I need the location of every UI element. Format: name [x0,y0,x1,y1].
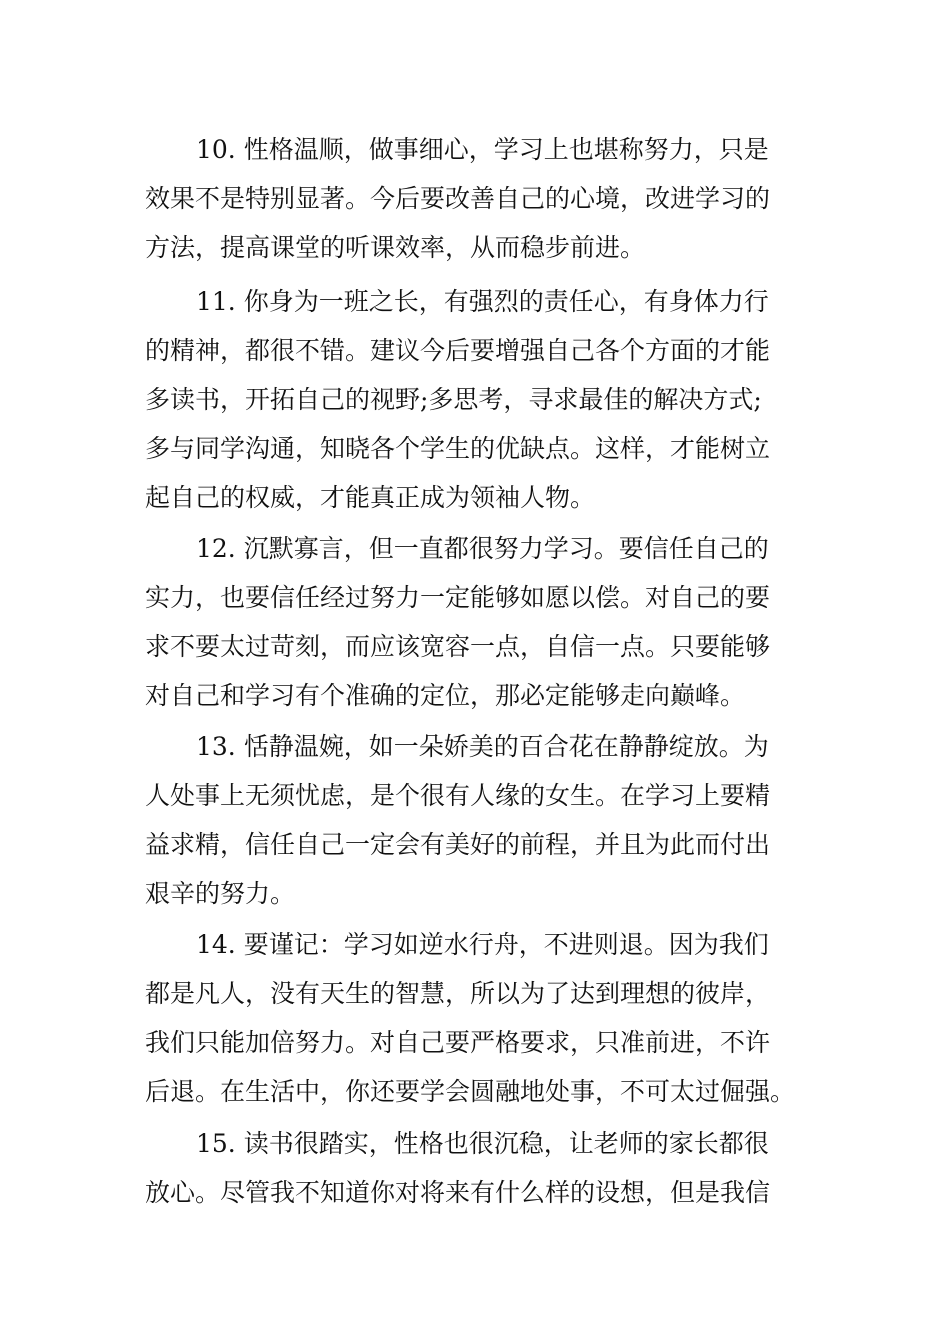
paragraph-11-line-3: 多读书，开拓自己的视野;多思考，寻求最佳的解决方式; [145,385,762,414]
paragraph-13-line-1: 13. 恬静温婉，如一朵娇美的百合花在静静绽放。为 [196,732,769,761]
paragraph-11-line-4: 多与同学沟通，知晓各个学生的优缺点。这样，才能树立 [145,434,771,463]
paragraph-10-line-3: 方法，提高课堂的听课效率，从而稳步前进。 [145,233,646,262]
paragraph-12-line-2: 实力，也要信任经过努力一定能够如愿以偿。对自己的要 [145,583,771,612]
paragraph-15-line-1: 15. 读书很踏实，性格也很沉稳，让老师的家长都很 [196,1129,769,1158]
paragraph-13-line-3: 益求精，信任自己一定会有美好的前程，并且为此而付出 [145,830,771,859]
paragraph-11-line-5: 起自己的权威，才能真正成为领袖人物。 [145,483,596,512]
paragraph-10-line-2: 效果不是特别显著。今后要改善自己的心境，改进学习的 [145,184,771,213]
paragraph-14-line-1: 14. 要谨记：学习如逆水行舟，不进则退。因为我们 [196,930,769,959]
paragraph-14-line-3: 我们只能加倍努力。对自己要严格要求，只准前进，不许 [145,1028,771,1057]
paragraph-14-line-4: 后退。在生活中，你还要学会圆融地处事，不可太过倔强。 [145,1077,796,1106]
paragraph-13-line-2: 人处事上无须忧虑，是个很有人缘的女生。在学习上要精 [145,781,771,810]
paragraph-12-line-3: 求不要太过苛刻，而应该宽容一点，自信一点。只要能够 [145,632,771,661]
paragraph-14-line-2: 都是凡人，没有天生的智慧，所以为了达到理想的彼岸， [145,979,771,1008]
paragraph-12-line-4: 对自己和学习有个准确的定位，那必定能够走向巅峰。 [145,681,746,710]
paragraph-13-line-4: 艰辛的努力。 [145,879,296,908]
paragraph-15-line-2: 放心。尽管我不知道你对将来有什么样的设想，但是我信 [145,1178,771,1207]
paragraph-12-line-1: 12. 沉默寡言，但一直都很努力学习。要信任自己的 [196,534,769,563]
paragraph-11-line-2: 的精神，都很不错。建议今后要增强自己各个方面的才能 [145,336,771,365]
paragraph-10-line-1: 10. 性格温顺，做事细心，学习上也堪称努力，只是 [196,135,769,164]
paragraph-11-line-1: 11. 你身为一班之长，有强烈的责任心，有身体力行 [196,287,769,316]
